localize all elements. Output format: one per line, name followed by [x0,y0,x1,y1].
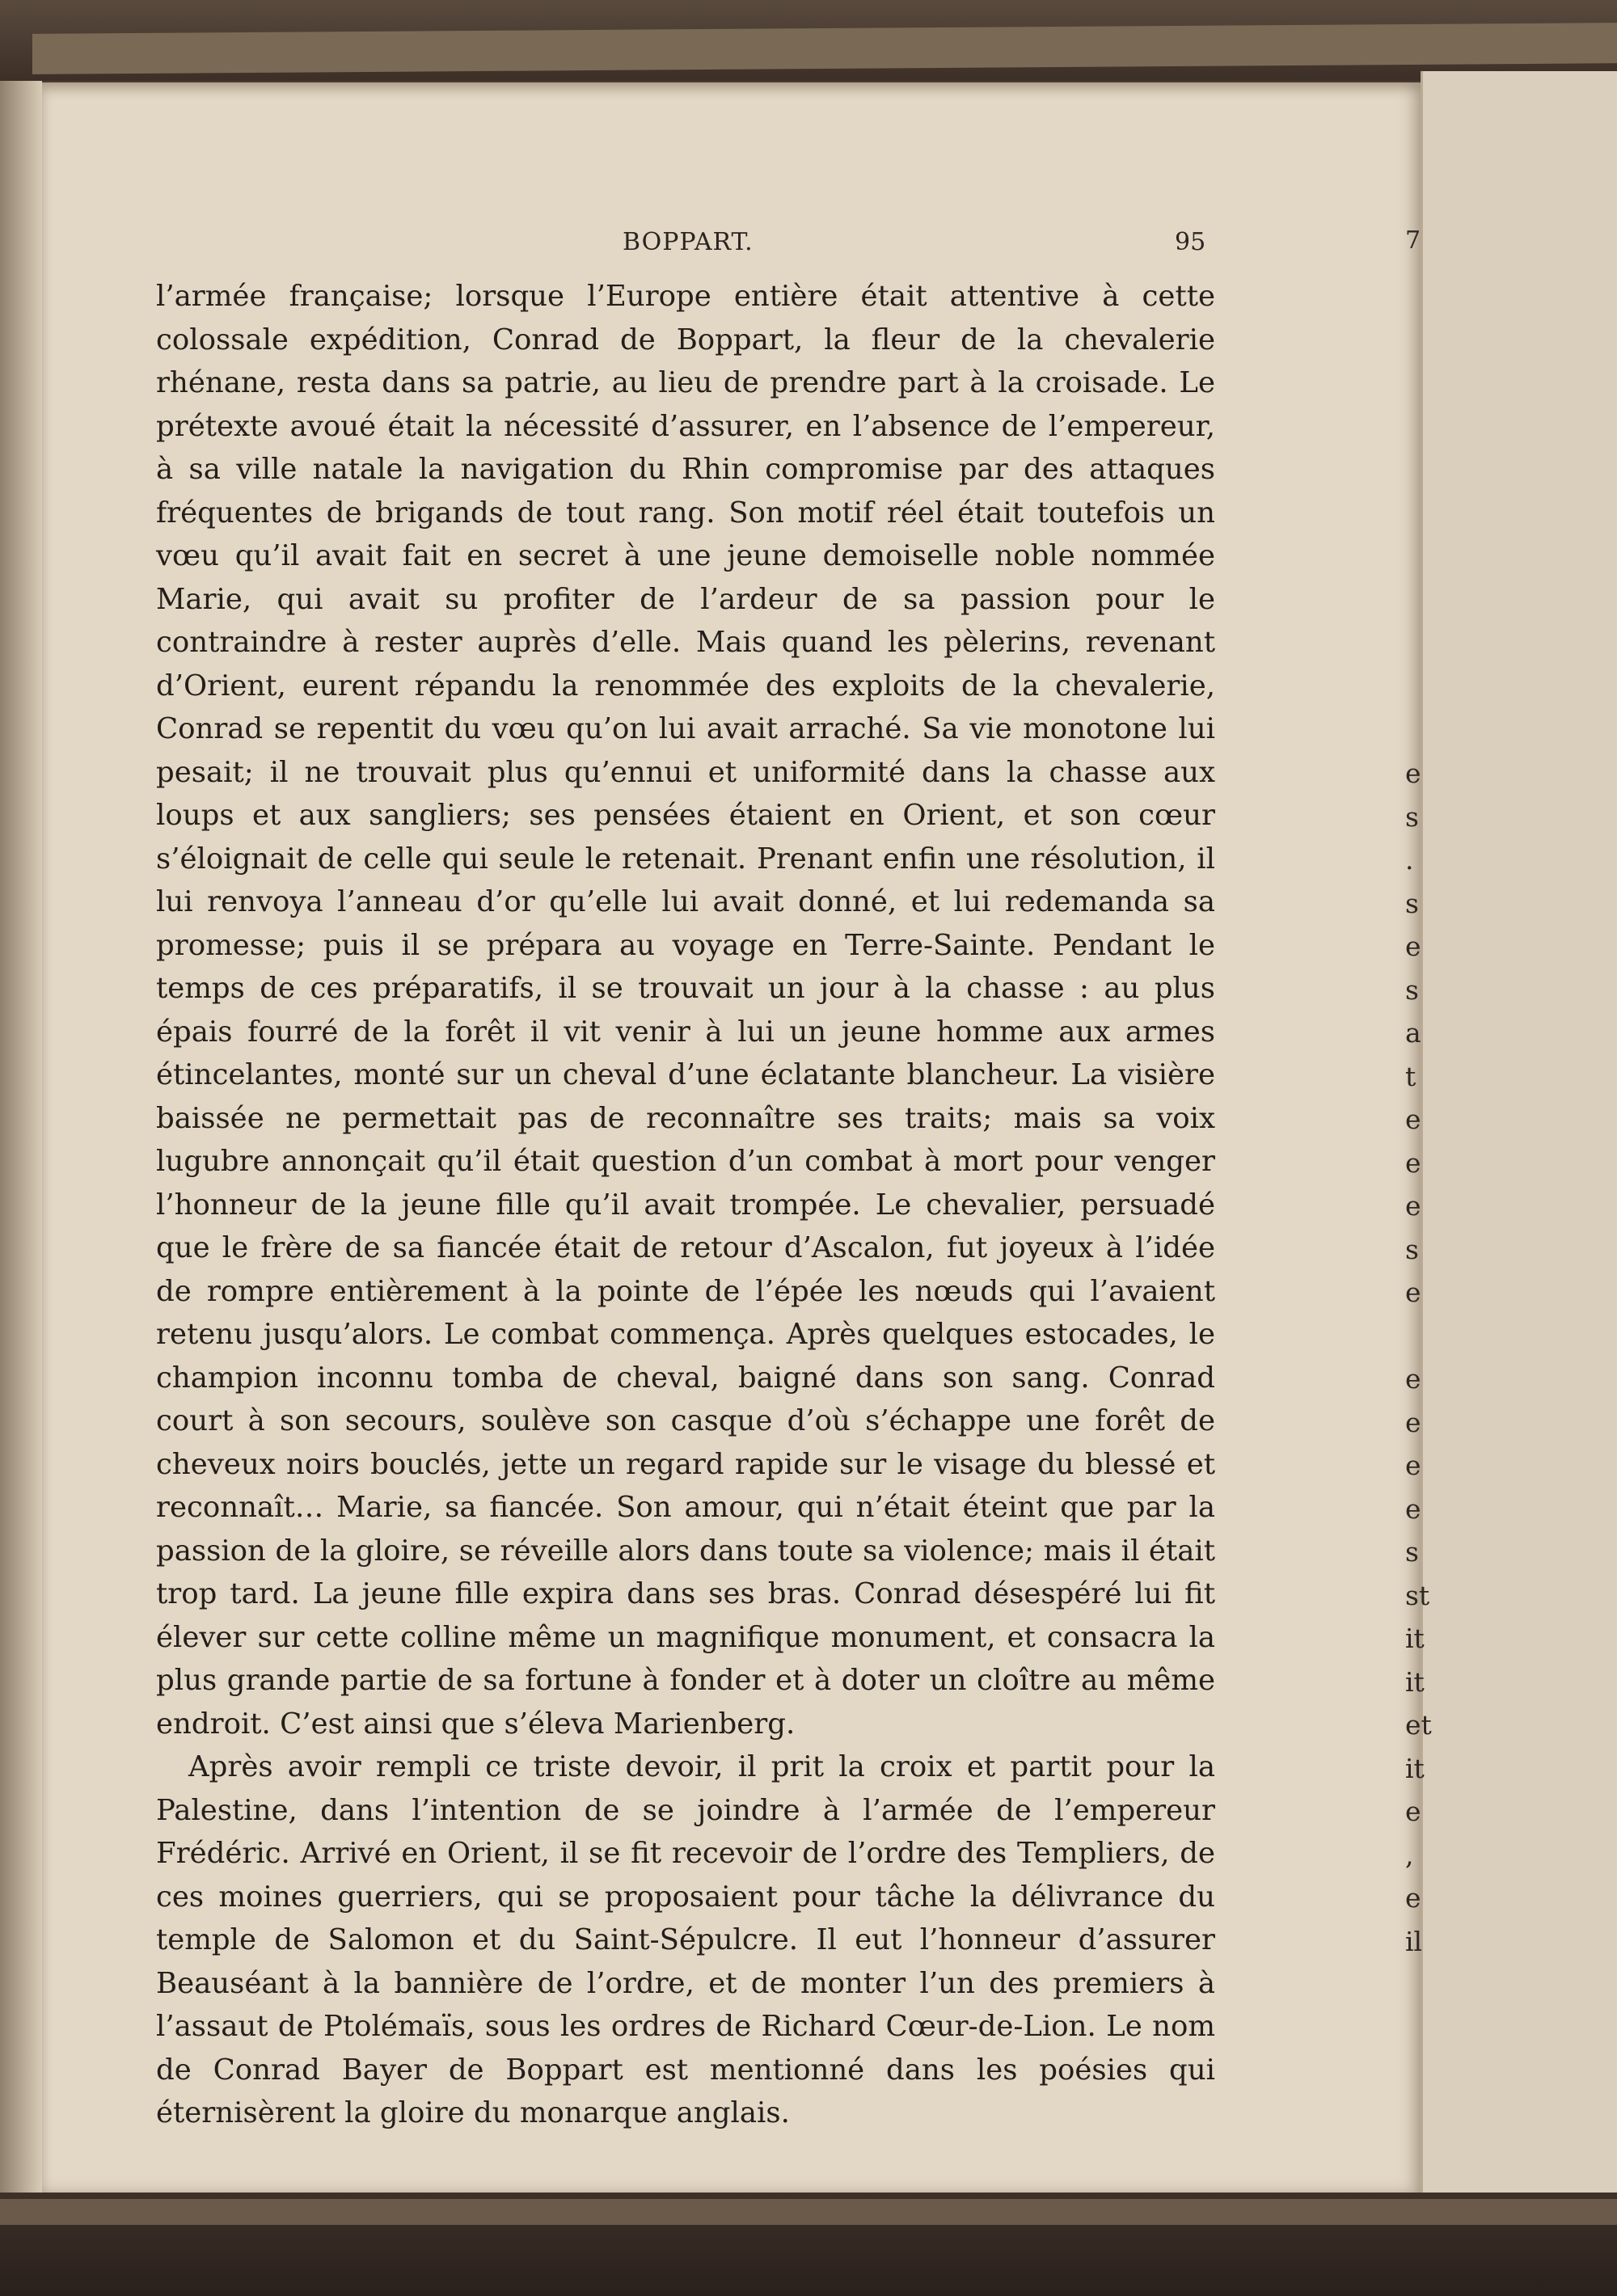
fragment-line: e [1405,1882,1421,1914]
fragment-line: e [1405,1406,1421,1438]
fragment-line: e [1405,758,1421,789]
fragment-line: e [1405,1190,1421,1222]
fragment-line: e [1405,1796,1421,1827]
fragment-line: st [1405,1579,1430,1611]
fragment-line: s [1405,1233,1419,1265]
fragment-line [1405,1315,1454,1358]
fragment-line: s [1405,973,1419,1006]
paragraph-1: l’armée française; lorsque l’Europe entière était attentive à cette colossale expédition, Conrad de Boppart, la fleur de la chevalerie rhénane, resta dans sa patrie, au lieu de prendre part à la croisade. Le prétexte avoué était la nécessité d’assurer, en l’absence de l’empereur, à sa ville natale la navigation du Rhin compromise par des attaques fréquentes de brigands de tout rang. Son motif réel était toutefois un vœu qu’il avait fait en secret à une jeune demoiselle noble nommée Marie, qui avait su profiter de l’ardeur de sa passion pour le contraindre à rester auprès d’elle. Mais quand les pèlerins, revenant d’Orient, eurent répandu la renommée des exploits de la chevalerie, Conrad se repentit du vœu qu’on lui avait arraché. Sa vie monotone lui pesait; il ne trouvait plus qu’ennui et uniformité dans la chasse aux loups et aux sangliers; ses pensées étaient en Orient, et son cœur s’éloignait de celle qui seule le retenait. Prenant enfin une résolution, il lui renvoya l’anneau d’or qu’elle lui avait donné, et lui redemanda sa promesse; puis il se prépara au voyage en Terre-Sainte. Pendant le temps de ces préparatifs, il se trouvait un jour à la chasse : au plus épais fourré de la forêt il vit venir à lui un jeune homme aux armes étincelantes, monté sur un cheval d’une éclatante blancheur. La visière baissée ne permettait pas de reconnaître ses traits; mais sa voix lugubre annonçait qu’il était question d’un combat à mort pour venger l’honneur de la jeune fille qu’il avait trompée. Le chevalier, persuadé que le frère de sa fiancée était de retour d’Ascalon, fut joyeux à l’idée de rompre entièrement à la pointe de l’épée les nœuds qui l’avaient retenu jusqu’alors. Le combat commença. Après quelques estocades, le champion inconnu tomba de cheval, baigné dans son sang. Conrad court à son secours, soulève son casque d’où s’échappe une forêt de cheveux noirs bouclés, jette un regard rapide sur le visage du blessé et reconnaît… Marie, sa fiancée. Son amour, qui n’était éteint que par la passion de la gloire, se réveille alors dans toute sa violence; mais il était trop tard. La jeune fille expira dans ses bras. Conrad désespéré lui fit élever sur cette colline même un magnifique monument, et consacra la plus grande partie de sa fortune à fonder et à doter un cloître au même endroit. C’est ainsi que s’éleva Marienberg. [156,280,1215,1741]
fragment-line: e [1405,1450,1421,1481]
fragment-line: e [1405,931,1421,962]
fragment-line: it [1405,1752,1425,1784]
page-number: 95 [1175,228,1206,256]
running-head [0,228,1617,260]
fragment-line: e [1405,1363,1421,1395]
facing-page-fragment: 7 [1405,226,1421,255]
fragment-line: e [1405,1104,1421,1135]
fragment-line: e [1405,1146,1421,1179]
fragment-line: a [1405,1017,1421,1049]
fragment-line: s [1405,1536,1419,1568]
fragment-line: et [1405,1709,1432,1741]
fragment-line: it [1405,1623,1425,1654]
fragment-line: s [1405,887,1419,919]
running-head-title: BOPPART. [623,228,754,256]
fragment-line: e [1405,1492,1421,1525]
fragment-line: e [1405,1277,1421,1308]
fragment-line: . [1405,844,1414,876]
fragment-line: it [1405,1665,1425,1698]
fragment-line: , [1405,1838,1414,1871]
facing-page-line-fragments [1405,752,1454,1963]
body-text [156,275,1215,2135]
page-left-edge [0,81,42,2199]
book-bottom-edge [0,2199,1617,2225]
paragraph-2: Après avoir rempli ce triste devoir, il prit la croix et partit pour la Palestine, dans l’intention de se joindre à l’armée de l’empereur Frédéric. Arrivé en Orient, il se fit recevoir de l’ordre des Templiers, de ces moines guerriers, qui se proposaient pour tâche la délivrance du temple de Salomon et du Saint-Sépulcre. Il eut l’honneur d’assurer Beauséant à la bannière de l’ordre, et de monter l’un des premiers à l’assaut de Ptolémaïs, sous les ordres de Richard Cœur-de-Lion. Le nom de Conrad Bayer de Boppart est mentionné dans les poésies qui éternisèrent la gloire du monarque anglais. [156,1750,1215,2129]
fragment-line: il [1405,1925,1423,1957]
fragment-line: t [1405,1060,1416,1092]
fragment-line: s [1405,800,1419,833]
